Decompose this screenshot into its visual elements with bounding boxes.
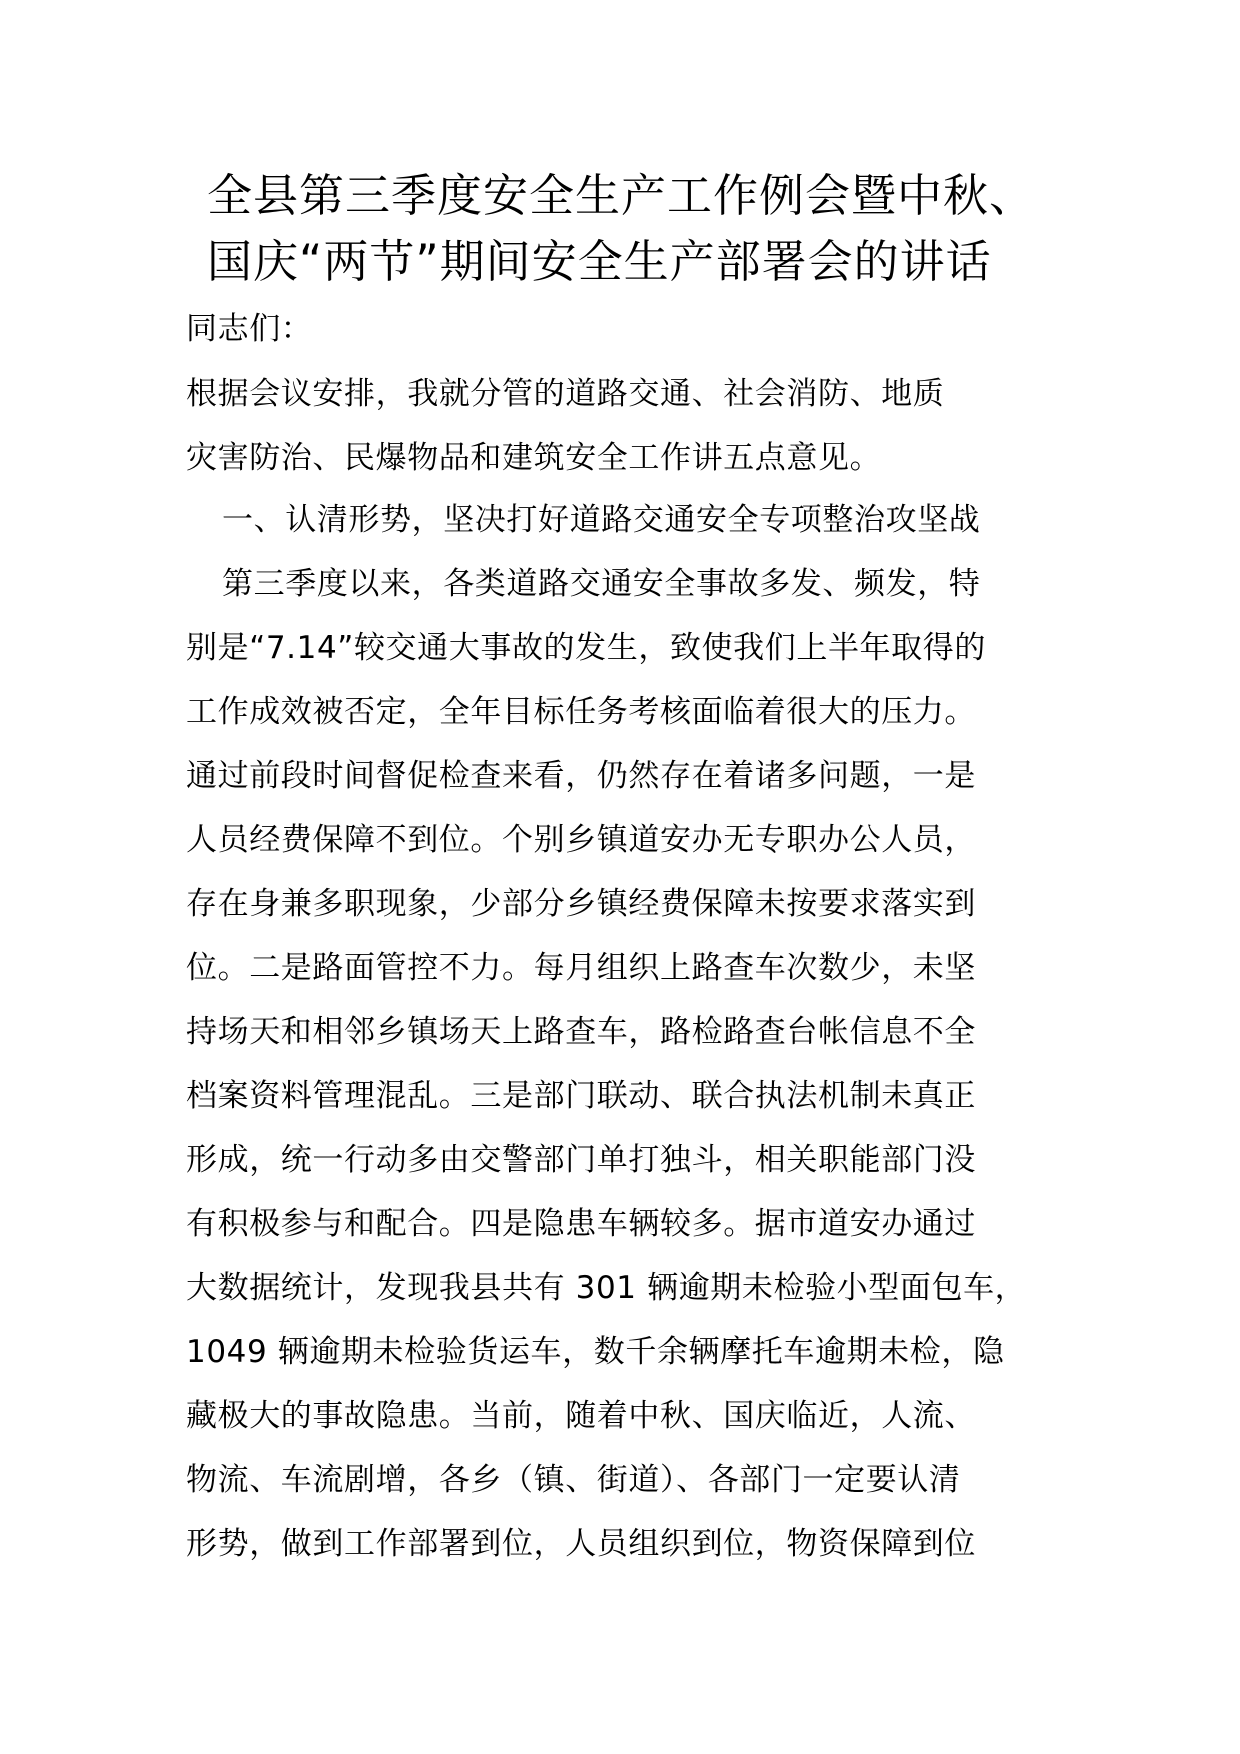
paragraph-line: 人员经费保障不到位。个别乡镇道安办无专职办公人员，: [186, 822, 976, 858]
paragraph-line: 藏极大的事故隐患。当前，随着中秋、国庆临近，人流、: [186, 1398, 976, 1434]
intro-line: 根据会议安排，我就分管的道路交通、社会消防、地质: [186, 376, 945, 412]
paragraph-line: 持场天和相邻乡镇场天上路查车，路检路查台帐信息不全: [186, 1014, 976, 1050]
paragraph-line: 别是“7.14”较交通大事故的发生，致使我们上半年取得的: [186, 630, 986, 666]
document-title-line-1: 全县第三季度安全生产工作例会暨中秋、: [207, 169, 1036, 222]
paragraph-line: 物流、车流剧增，各乡（镇、街道）、各部门一定要认清: [186, 1462, 961, 1498]
paragraph-line: 档案资料管理混乱。三是部门联动、联合执法机制未真正: [186, 1078, 976, 1114]
section-heading: 一、认清形势，坚决打好道路交通安全专项整治攻坚战: [222, 502, 981, 538]
paragraph-line: 位。二是路面管控不力。每月组织上路查车次数少，未坚: [186, 950, 976, 986]
paragraph-line: 存在身兼多职现象，少部分乡镇经费保障未按要求落实到: [186, 886, 976, 922]
paragraph-line: 通过前段时间督促检查来看，仍然存在着诸多问题，一是: [186, 758, 976, 794]
paragraph-line: 形成，统一行动多由交警部门单打独斗，相关职能部门没: [186, 1142, 976, 1178]
document-title-line-2: 国庆“两节”期间安全生产部署会的讲话: [207, 235, 992, 288]
salutation: 同志们：: [186, 311, 313, 347]
paragraph-line: 大数据统计，发现我县共有 301 辆逾期未检验小型面包车，: [186, 1270, 1027, 1306]
paragraph-line: 有积极参与和配合。四是隐患车辆较多。据市道安办通过: [186, 1206, 976, 1242]
paragraph-line: 工作成效被否定，全年目标任务考核面临着很大的压力。: [186, 694, 976, 730]
paragraph-line: 形势，做到工作部署到位，人员组织到位，物资保障到位: [186, 1526, 976, 1562]
intro-line: 灾害防治、民爆物品和建筑安全工作讲五点意见。: [186, 440, 882, 476]
paragraph-line: 第三季度以来，各类道路交通安全事故多发、频发，特: [222, 566, 981, 602]
paragraph-line: 1049 辆逾期未检验货运车，数千余辆摩托车逾期未检，隐: [186, 1334, 1005, 1370]
